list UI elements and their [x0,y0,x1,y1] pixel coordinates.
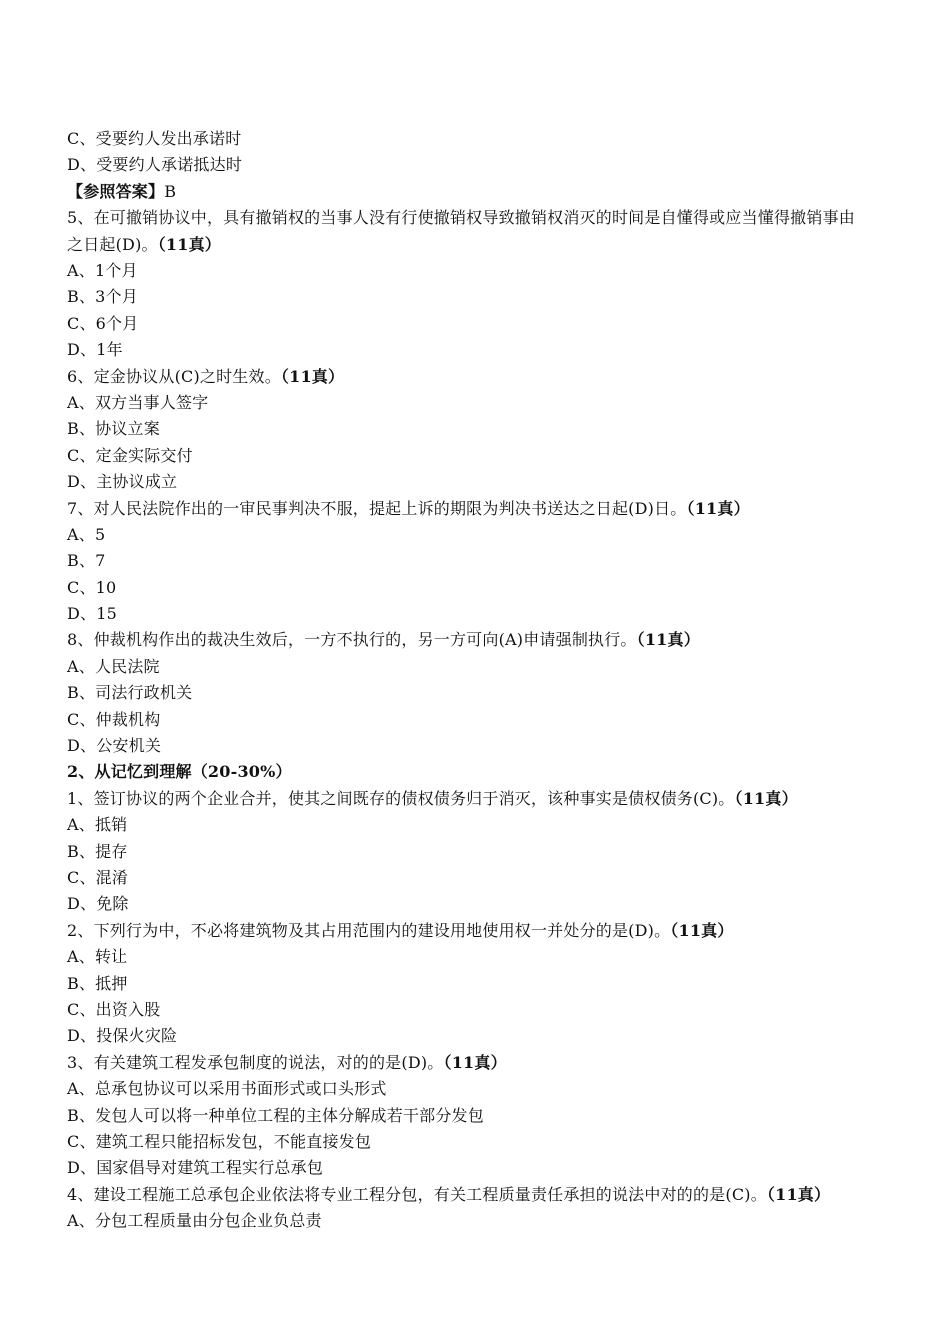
question-7-option-d: D、15 [67,604,117,624]
section2-question-2 [67,918,857,944]
section2-question-2-option-a: A、转让 [67,947,128,967]
section2-question-3-text: 3、有关建筑工程发承包制度的说法，对的的是(D)。 [67,1052,444,1072]
question-6-option-c: C、定金实际交付 [67,445,193,465]
section2-question-1 [67,786,857,812]
section2-question-1-option-d: D、免除 [67,894,129,914]
section2-question-3-option-c: C、建筑工程只能招标发包，不能直接发包 [67,1131,372,1151]
section2-question-1-option-c: C、混淆 [67,867,129,887]
question-8-option-b: B、司法行政机关 [67,683,193,703]
section2-question-4 [67,1182,857,1208]
section2-question-1-text: 1、签订协议的两个企业合并，使其之间既存的债权债务归于消灭，该种事实是债权债务(C)。 [67,788,735,808]
section2-question-3-tag: （11真） [443,1052,507,1072]
question-8 [67,627,857,653]
question-7-option-b: B、7 [67,551,106,571]
question-8-option-c: C、仲裁机构 [67,709,161,729]
question-5-tag: （11真） [157,234,221,254]
reference-answer [67,179,857,205]
section2-question-2-option-c: C、出资入股 [67,999,161,1019]
section2-question-4-text: 4、建设工程施工总承包企业依法将专业工程分包，有关工程质量责任承担的说法中对的的是(C)。 [67,1184,767,1204]
question-6-option-b: B、协议立案 [67,419,160,439]
question-6-option-a: A、双方当事人签字 [67,392,209,412]
question-5-option-a: A、1个月 [67,260,138,280]
section2-question-1-option-b: B、提存 [67,841,128,861]
section2-question-2-tag: （11真） [670,920,734,940]
question-8-option-d: D、公安机关 [67,736,162,756]
section2-question-2-option-d: D、投保火灾险 [67,1026,178,1046]
section-heading: 2、从记忆到理解（20-30%） [67,762,292,782]
reference-answer-label: 【参照答案】 [67,181,165,201]
section2-question-3 [67,1050,857,1076]
question-8-tag: （11真） [636,630,700,650]
section2-question-4-tag: （11真） [766,1184,831,1204]
question-6-option-d: D、主协议成立 [67,472,178,492]
question-7-option-a: A、5 [67,524,106,544]
question-7 [67,496,857,522]
question-7-option-c: C、10 [67,577,117,597]
section2-question-1-tag: （11真） [734,788,798,808]
section2-question-2-text: 2、下列行为中，不必将建筑物及其占用范围内的建设用地使用权一并处分的是(D)。 [67,920,671,940]
section2-question-2-option-b: B、抵押 [67,973,128,993]
question-6 [67,364,857,390]
question-5 [67,205,857,258]
question-6-text: 6、定金协议从(C)之时生效。 [67,366,281,386]
question-7-text: 7、对人民法院作出的一审民事判决不服，提起上诉的期限为判决书送达之日起(D)日。 [67,498,687,518]
section2-question-1-option-a: A、抵销 [67,815,128,835]
reference-answer-value: B [164,181,177,201]
question-6-tag: （11真） [280,366,345,386]
question-7-tag: （11真） [686,498,750,518]
document-body [67,126,857,1234]
section2-question-3-option-a: A、总承包协议可以采用书面形式或口头形式 [67,1079,387,1099]
option-c-line: C、受要约人发出承诺时 [67,129,242,148]
question-8-text: 8、仲裁机构作出的裁决生效后，一方不执行的，另一方可向(A)申请强制执行。 [67,630,637,650]
section2-question-3-option-d: D、国家倡导对建筑工程实行总承包 [67,1158,324,1178]
question-5-option-b: B、3个月 [67,287,138,307]
section2-question-3-option-b: B、发包人可以将一种单位工程的主体分解成若干部分发包 [67,1105,484,1125]
question-5-option-c: C、6个月 [67,313,139,333]
question-5-option-d: D、1年 [67,340,123,360]
section2-question-4-option-a: A、分包工程质量由分包企业负总责 [67,1211,322,1231]
question-8-option-a: A、人民法院 [67,656,160,676]
question-5-text: 5、在可撤销协议中，具有撤销权的当事人没有行使撤销权导致撤销权消灭的时间是自懂得或应当懂得撤销事由之日起(D)。 [67,208,855,254]
option-d-line: D、受要约人承诺抵达时 [67,155,243,175]
